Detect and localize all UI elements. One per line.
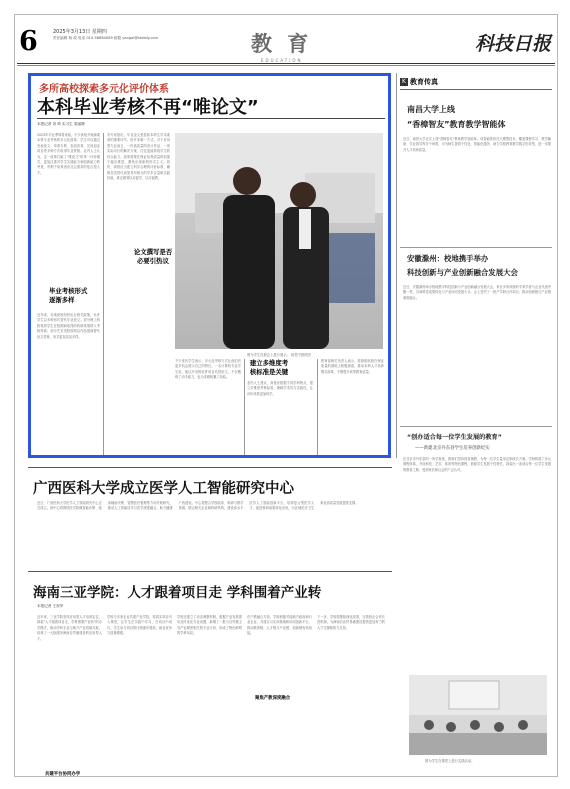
masthead-rule-thin: [17, 65, 555, 66]
page-number: 6: [19, 26, 38, 57]
sidebar-item2-subtitle: 科技创新与产业创新融合发展大会: [407, 268, 518, 277]
lead-col4-text: 业内人士建议，高校应根据不同学科特点，建立多维度考核标准，兼顾学术性与实践性，让评价体系更加科学。: [247, 381, 313, 396]
story3-col4: 在产教融合方面，学校积极对接地方政府和行业企业，共建实习实训基地和协同创新平台，推动教育链、人才链与产业链、创新链有机衔接。: [247, 615, 312, 636]
sidebar-item3-title: “创办适合每一位学生发展的教育”: [407, 434, 502, 441]
story2-top-rule: [28, 467, 392, 468]
lead-col5-text: 教育部相关负责人表示，将鼓励高校在保证质量的基础上积极探索，推动本科人才培养模式改革，不断提升高等教育质量。: [321, 359, 384, 374]
sidebar-column-title: 教育传真: [410, 78, 438, 86]
lead-col3-text: 不少受访学生表示，多元化考核方式让他们有更多机会展示自己的特长。一名计算机专业学生说，他以开发的软件项目代替论文，不仅锻炼了动手能力，也为求职积累了经验。: [175, 359, 241, 380]
sidebar-item3-text: 在北京市丹东县的一所学校里，教师们坚持因材施教，为每一位学生量身定制成长方案。学校构建了多元课程体系，开设科技、艺术、体育等特色课程，鼓励学生发展个性特长，探索出一条适合每一位学生发展的教育之路，受到家长和社会的广泛认可。: [403, 457, 551, 472]
story3-col2: 学校与多家企业共建产业学院，将真实项目引入课堂，让学生在实践中学习，在项目中成长。学生参与项目的比例逐年提高，就业竞争力显著增强。: [107, 615, 172, 636]
story3-col3: 学校还建立了动态调整机制，根据产业发展需求及时优化专业设置，新增了一批与自贸港主导产业紧密相关的专业方向，形成了特色鲜明的学科布局。: [177, 615, 242, 636]
story3-top-rule: [28, 571, 392, 572]
lead-headline-rule: [37, 118, 385, 119]
story3-col5: 下一步，学校将继续深化改革，完善校企合作长效机制，为海南自由贸易港建设提供更加有力的人才支撑和智力支持。: [317, 615, 385, 630]
lead-byline: 本报记者 刘 琦 实习生 梁丽静: [37, 122, 85, 126]
sidebar-column-icon: K: [400, 78, 408, 86]
story3-col1: 近年来，三亚学院坚持应用型人才培养定位，探索"人才跟着项目走，学科围着产业转"的办学模式，推动学科专业与地方产业同频共振，培养了一大批服务海南自贸港建设的应用型人才。: [37, 615, 102, 641]
lead-col-divider-2: [244, 359, 245, 455]
lead-kicker: 多所高校探索多元化评价体系: [39, 84, 169, 95]
masthead-rule: [17, 63, 555, 64]
story2-text: 近日，广西医科大学医学人工智能研究中心正式成立。该中心将围绕医学影像智能诊断、临床辅助决策、智慧医疗管理等方向开展研究，推动人工智能技术与医学深度融合，助力健康广西建设。中心将整合学校临床、科研与教学资源，联合相关企业和科研机构，建设高水平医学人工智能创新平台，培养复合型医学人才，促进科研成果转化应用，为区域医疗卫生事业高质量发展提供支撑。: [37, 501, 359, 511]
lead-col1-text: 2025年毕业季即将来临，不少高校开始探索本科毕业考核的多元化改革，学生可以通过发表论文、申请专利、参加竞赛、完成创业项目等多种方式取得毕业资格。业内人士认为，这一改革打破了"唯论文"的单一评价模式，更加注重对学生实践能力和创新能力的考查，有利于培养适应社会需求的复合型人才。: [37, 133, 100, 175]
newspaper-page: [14, 14, 558, 777]
story3-sub1: 聚焦产教深度融合: [255, 696, 291, 701]
editor-line: 责任编辑 杨 改 电话 010-58884089 邮箱 yangai@stdaily.com: [53, 36, 159, 40]
lead-sub3: 建立多维度考核标准是关键: [249, 359, 289, 376]
sidebar-photo: [409, 675, 547, 755]
sidebar-rule-2: [400, 426, 552, 427]
sidebar-photo-caption: 图为学生在课堂上进行实践活动。: [425, 759, 475, 763]
lead-col-divider-1: [103, 133, 104, 455]
lead-photo-image: [175, 133, 383, 349]
lead-col-divider-3: [317, 359, 318, 455]
story2-headline: 广西医科大学成立医学人工智能研究中心: [33, 481, 294, 497]
section-en: EDUCATION: [261, 58, 303, 63]
sidebar-item1-subtitle: “香樟智友”教育教学智能体: [407, 120, 506, 129]
sidebar-item1-text: 近日，南昌大学正式上线"香樟智友"教育教学智能体。该智能体依托大模型技术，覆盖课程学习、教学辅助、学业指导等多个场景，可为师生提供个性化、智能化服务，助力学校教育教学数字化转型，进一步提升人才培养质量。: [403, 137, 551, 152]
date-line: 2025年3月13日 星期四: [53, 29, 107, 35]
sidebar-item2-title: 安徽滁州：校地携手举办: [407, 254, 489, 263]
sidebar-item3-subtitle: ——新建北京丹东县学生培养创新纪实: [415, 446, 490, 451]
lead-col2-text: 有专家指出，毕业论文是检验本科生学术素养的重要环节，但并非唯一方式。对于应用型专业而言，一份高质量的设计作品、一项实际可行的解决方案，往往更能体现学生的综合能力。改革需要在保证培养质量的前提下稳步推进，避免出现新的形式主义。同时，高校应当建立科学合理的评价标准，确保各类替代成果具有相当的学术含量和实践价值，真正做到以评促学、以评促教。: [107, 133, 170, 181]
lead-sub1: 论文撰写是否必要引热议: [133, 248, 173, 265]
sidebar-rule-1: [400, 247, 552, 248]
sidebar-divider: [396, 73, 397, 458]
lead-photo: [175, 133, 383, 349]
sidebar-item2-text: 近日，安徽滁州举办校地携手科技创新与产业创新融合发展大会，来自多所高校的专家学者与企业代表齐聚一堂，共商科技成果转化与产业协同发展大计。会上签约了一批产学研合作项目，推动创新链与产业链深度融合。: [403, 285, 551, 300]
story3-headline: 海南三亚学院：人才跟着项目走 学科围着产业转: [33, 585, 322, 601]
lead-col1-text-b: 近年来，各地高校纷纷出台相关政策，允许学生以多种形式替代毕业论文。部分理工科院校将学生在校期间取得的科研成果纳入考核体系；部分艺术类院校则以作品展演替代论文答辩，形式更加灵活多样。: [37, 313, 100, 339]
story3-sub2: 共建平台协同办学: [45, 772, 81, 777]
lead-photo-caption: 图为学生在展会上进行展示。 视觉中国供图: [247, 353, 311, 357]
lead-sub2: 毕业考核形式逐渐多样: [49, 287, 88, 304]
section-title: 教 育: [251, 31, 313, 56]
sidebar-title-rule: [400, 89, 552, 90]
story3-byline: 本报记者 王祝华: [37, 604, 64, 608]
lead-headline: 本科毕业考核不再“唯论文”: [37, 97, 259, 118]
sidebar-item1-title: 南昌大学上线: [407, 105, 455, 114]
sidebar-photo-image: [409, 675, 547, 755]
paper-name: 科技日报: [475, 33, 552, 55]
